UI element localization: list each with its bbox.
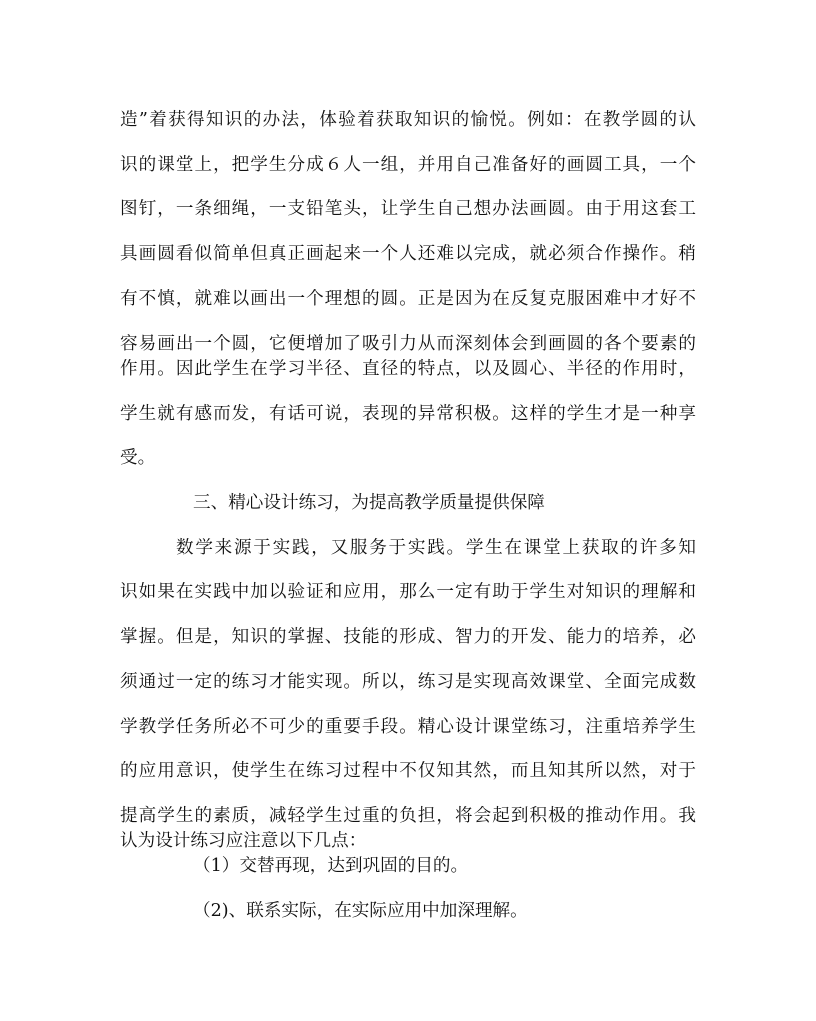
paragraph-line: 须通过一定的练习才能实现。所以，练习是实现高效课堂、全面完成数 [120,672,696,692]
paragraph-line: 具画圆看似简单但真正画起来一个人还难以完成，就必须合作操作。稍 [120,244,696,264]
paragraph-line: 识的课堂上，把学生分成６人一组，并用自己准备好的画圆工具，一个 [120,155,696,175]
paragraph-line: 识如果在实践中加以验证和应用，那么一定有助于学生对知识的理解和 [120,582,696,602]
paragraph-line: 数学来源于实践，又服务于实践。学生在课堂上获取的许多知 [176,538,696,558]
paragraph-line: 学教学任务所必不可少的重要手段。精心设计课堂练习，注重培养学生 [120,717,696,737]
section-heading: 三、精心设计练习，为提高教学质量提供保障 [193,493,545,513]
paragraph-line: 掌握。但是，知识的掌握、技能的形成、智力的开发、能力的培养，必 [120,627,696,647]
paragraph-line: 有不慎，就难以画出一个理想的圆。正是因为在反复克服困难中才好不 [120,289,696,309]
list-item: （2)、联系实际，在实际应用中加深理解。 [193,901,528,921]
paragraph-line: 容易画出一个圆，它便增加了吸引力从而深刻体会到画圆的各个要素的 [120,334,696,354]
paragraph-line: 提高学生的素质，减轻学生过重的负担，将会起到积极的推动作用。我 [120,806,696,826]
paragraph-line: 受。 [120,448,156,468]
paragraph-line: 图钉，一条细绳，一支铅笔头，让学生自己想办法画圆。由于用这套工 [120,199,696,219]
list-item: （1）交替再现，达到巩固的目的。 [193,856,469,876]
paragraph-line: 认为设计练习应注意以下几点： [120,831,367,851]
paragraph-line: 造”着获得知识的办法，体验着获取知识的愉悦。例如：在教学圆的认 [120,110,696,130]
paragraph-line: 学生就有感而发，有话可说，表现的异常积极。这样的学生才是一种享 [120,404,696,424]
paragraph-line: 的应用意识，使学生在练习过程中不仅知其然，而且知其所以然，对于 [120,761,696,781]
paragraph-line: 作用。因此学生在学习半径、直径的特点，以及圆心、半径的作用时， [120,359,696,379]
